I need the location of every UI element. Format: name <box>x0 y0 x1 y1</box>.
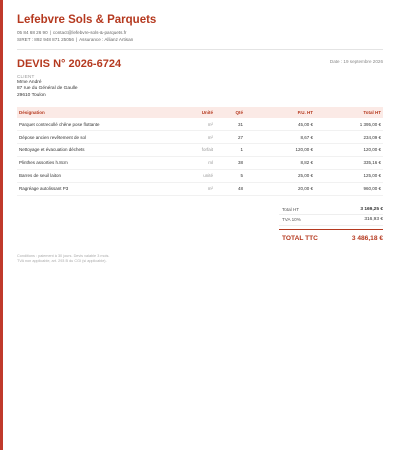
total-ht-label: Total HT <box>282 206 300 212</box>
total-ttc-row <box>279 229 383 246</box>
cell-unit: ml <box>182 156 215 169</box>
cell-unit: m² <box>182 182 215 195</box>
cell-total: 125,00 € <box>315 169 383 182</box>
cell-designation: Plinthes assorties h.8cm <box>17 156 182 169</box>
table-row <box>17 182 383 195</box>
quote-document <box>17 13 383 264</box>
tva-row <box>279 215 383 226</box>
cell-qty: 38 <box>215 156 245 169</box>
tva-value: 316,93 € <box>364 217 383 223</box>
company-insurance: Assurance : Allianz Artisan <box>79 36 134 42</box>
company-legal-line: SIRET : 892 948 871 25056 | Assurance : Allianz Artisan <box>17 36 134 42</box>
cell-total: 335,16 € <box>315 156 383 169</box>
total-ht-row <box>279 205 383 216</box>
cell-unit: m² <box>182 118 215 130</box>
cell-unit-price: 8,67 € <box>245 131 315 144</box>
cell-designation: Barres de seuil laiton <box>17 169 182 182</box>
table-row <box>17 144 383 157</box>
column-header-unit-price: P.U. HT <box>245 107 315 118</box>
column-header-unit: Unité <box>182 107 215 118</box>
cell-unit-price: 120,00 € <box>245 144 315 157</box>
cell-designation: Nettoyage et évacuation déchets <box>17 144 182 157</box>
cell-total: 960,00 € <box>315 182 383 195</box>
cell-qty: 27 <box>215 131 245 144</box>
company-name: Lefebvre Sols & Parquets <box>17 14 157 26</box>
company-header <box>17 13 383 43</box>
accent-bar <box>0 0 3 450</box>
cell-unit-price: 20,00 € <box>245 182 315 195</box>
cell-unit: m² <box>182 131 215 144</box>
cell-qty: 5 <box>215 169 245 182</box>
cell-qty: 31 <box>215 118 245 130</box>
client-name: Mme André <box>17 80 42 85</box>
table-row <box>17 169 383 182</box>
total-ttc-value: 3 486,18 € <box>351 234 383 242</box>
conditions-block <box>17 254 383 264</box>
cell-qty: 1 <box>215 144 245 157</box>
cell-unit: unité <box>182 169 215 182</box>
cell-total: 234,09 € <box>315 131 383 144</box>
quote-title: DEVIS N° 2026-6724 <box>17 58 122 70</box>
cell-qty: 48 <box>215 182 245 195</box>
table-row <box>17 118 383 130</box>
table-row <box>17 131 383 144</box>
cell-unit: forfait <box>182 144 215 157</box>
cell-designation: Dépose ancien revêtement de sol <box>17 131 182 144</box>
conditions-payment: Conditions : paiement à 30 jours. Devis valable 3 mois. <box>17 253 110 258</box>
client-street: 87 rue du Général de Gaulle <box>17 86 78 92</box>
total-ttc-label: TOTAL TTC <box>282 234 318 242</box>
table-row <box>17 156 383 169</box>
column-header-qty: Qté <box>215 107 245 118</box>
cell-designation: Ragréage autolissant P3 <box>17 182 182 195</box>
client-city: 29610 Toulon <box>17 92 46 98</box>
column-header-total: Total HT <box>315 107 383 118</box>
cell-unit-price: 8,82 € <box>245 156 315 169</box>
cell-designation: Parquet contrecollé chêne pose flottante <box>17 118 182 130</box>
tva-label: TVA 10% <box>282 217 301 223</box>
company-email: contact@lefebvre-sols-&-parquets.fr <box>52 30 127 35</box>
client-label: CLIENT <box>17 74 35 79</box>
company-contact-line: 05 84 68 26 90 | contact@lefebvre-sols-&-parquets.fr <box>17 30 127 35</box>
cell-total: 1 395,00 € <box>315 118 383 130</box>
quote-date: Date : 19 septembre 2026 <box>329 59 383 64</box>
cell-unit-price: 45,00 € <box>245 118 315 130</box>
conditions-tva: TVA non applicable, art. 293 B du CGI (si applicable). <box>17 258 107 263</box>
company-phone: 05 84 68 26 90 <box>17 30 48 35</box>
quote-title-row <box>17 57 383 71</box>
company-siret: SIRET : 892 948 871 25056 <box>17 36 74 42</box>
table-header-row <box>17 107 383 118</box>
totals-block <box>279 205 383 246</box>
line-items-table <box>17 107 383 195</box>
cell-unit-price: 25,00 € <box>245 169 315 182</box>
header-divider <box>17 49 383 50</box>
client-block <box>17 73 383 99</box>
cell-total: 120,00 € <box>315 144 383 157</box>
column-header-designation: Désignation <box>17 107 182 118</box>
total-ht-value: 3 169,25 € <box>360 206 383 212</box>
